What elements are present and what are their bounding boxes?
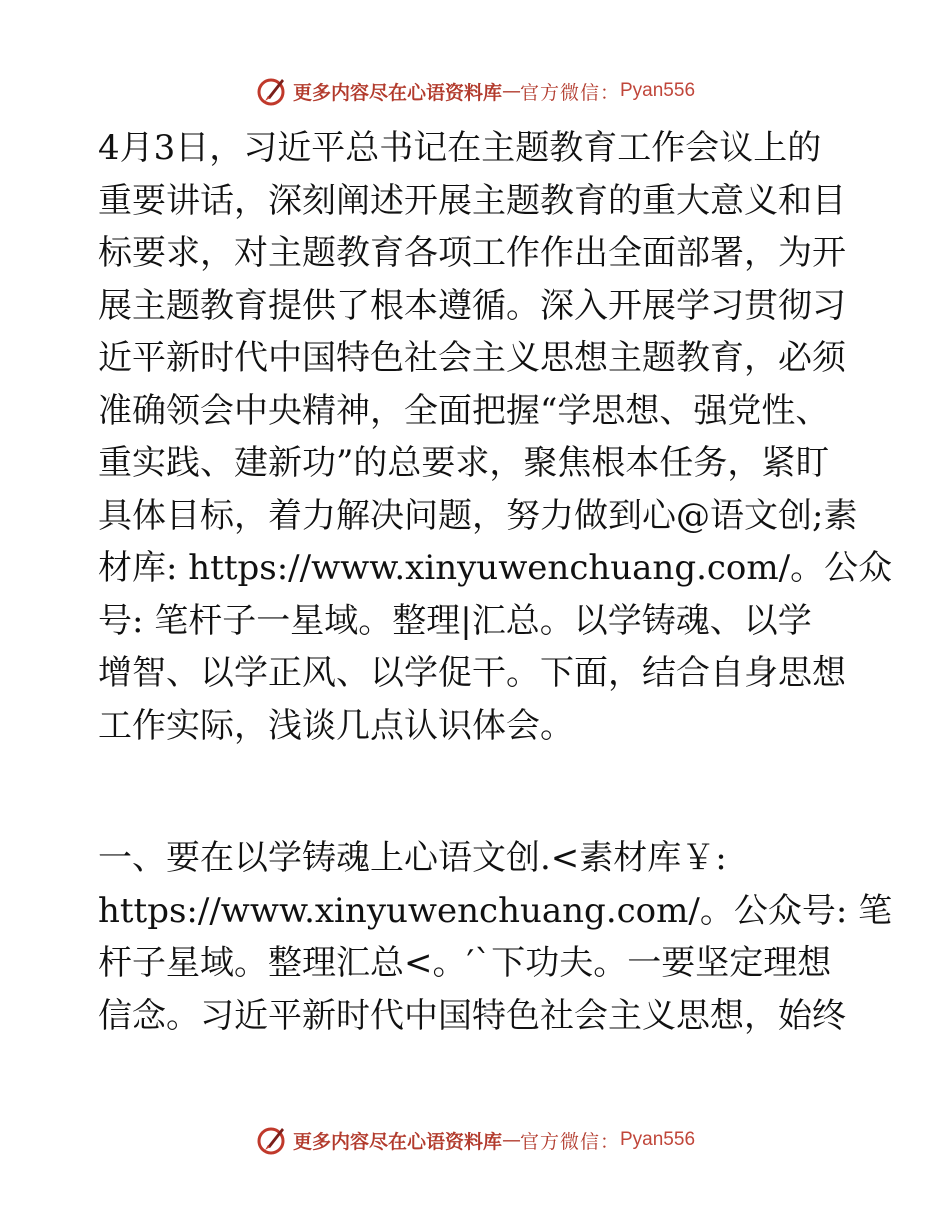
paragraph-line: 准确领会中央精神，全面把握“学思想、强党性、 <box>98 390 830 431</box>
paragraph-line: 一、要在以学铸魂上心语文创.<素材库￥: <box>98 838 727 878</box>
paragraph-line: 具体目标，着力解决问题，努力做到心@语文创;素 <box>98 495 858 536</box>
feather-pen-logo-icon <box>255 1123 289 1157</box>
paragraph-line: 杆子星域。整理汇总<。′`下功夫。一要坚定理想 <box>98 943 832 983</box>
header-account-label: 官方微信： <box>519 81 620 104</box>
feather-pen-logo-icon <box>255 74 289 108</box>
header-banner-dash: — <box>501 80 520 102</box>
paragraph-line: 重要讲话，深刻阐述开展主题教育的重大意义和目 <box>98 180 846 221</box>
paragraph-line: 标要求，对主题教育各项工作作出全面部署，为开 <box>98 233 846 273</box>
paragraph-line: 工作实际，浅谈几点认识体会。 <box>98 705 574 746</box>
footer-banner-text: 更多内容尽在心语资料库 <box>292 1130 502 1153</box>
header-banner-text: 更多内容尽在心语资料库 <box>292 81 502 104</box>
paragraph-line: 近平新时代中国特色社会主义思想主题教育，必须 <box>98 338 846 378</box>
paragraph-line: 展主题教育提供了根本遵循。深入开展学习贯彻习 <box>98 285 846 326</box>
footer-wechat-id: Pyan556 <box>620 1129 696 1150</box>
footer-banner <box>0 1120 950 1160</box>
body-paragraph-1 <box>98 122 893 752</box>
paragraph-line: 信念。习近平新时代中国特色社会主义思想，始终 <box>98 995 846 1036</box>
paragraph-line: 增智、以学正风、以学促干。下面，结合自身思想 <box>98 653 846 693</box>
footer-banner-dash: — <box>501 1129 520 1151</box>
paragraph-line: 材库: https://www.xinyuwenchuang.com/。公众 <box>98 548 893 588</box>
paragraph-line: 4月3日，习近平总书记在主题教育工作会议上的 <box>98 128 822 168</box>
footer-account-label: 官方微信： <box>519 1130 620 1153</box>
header-banner <box>0 71 950 111</box>
body-paragraph-2 <box>98 832 893 1042</box>
paragraph-line: 号: 笔杆子一星域。整理|汇总。以学铸魂、以学 <box>98 600 812 641</box>
paragraph-line: 重实践、建新功”的总要求，聚焦根本任务，紧盯 <box>98 443 830 483</box>
header-wechat-id: Pyan556 <box>620 80 696 101</box>
paragraph-line: https://www.xinyuwenchuang.com/。公众号: 笔 <box>98 890 893 931</box>
